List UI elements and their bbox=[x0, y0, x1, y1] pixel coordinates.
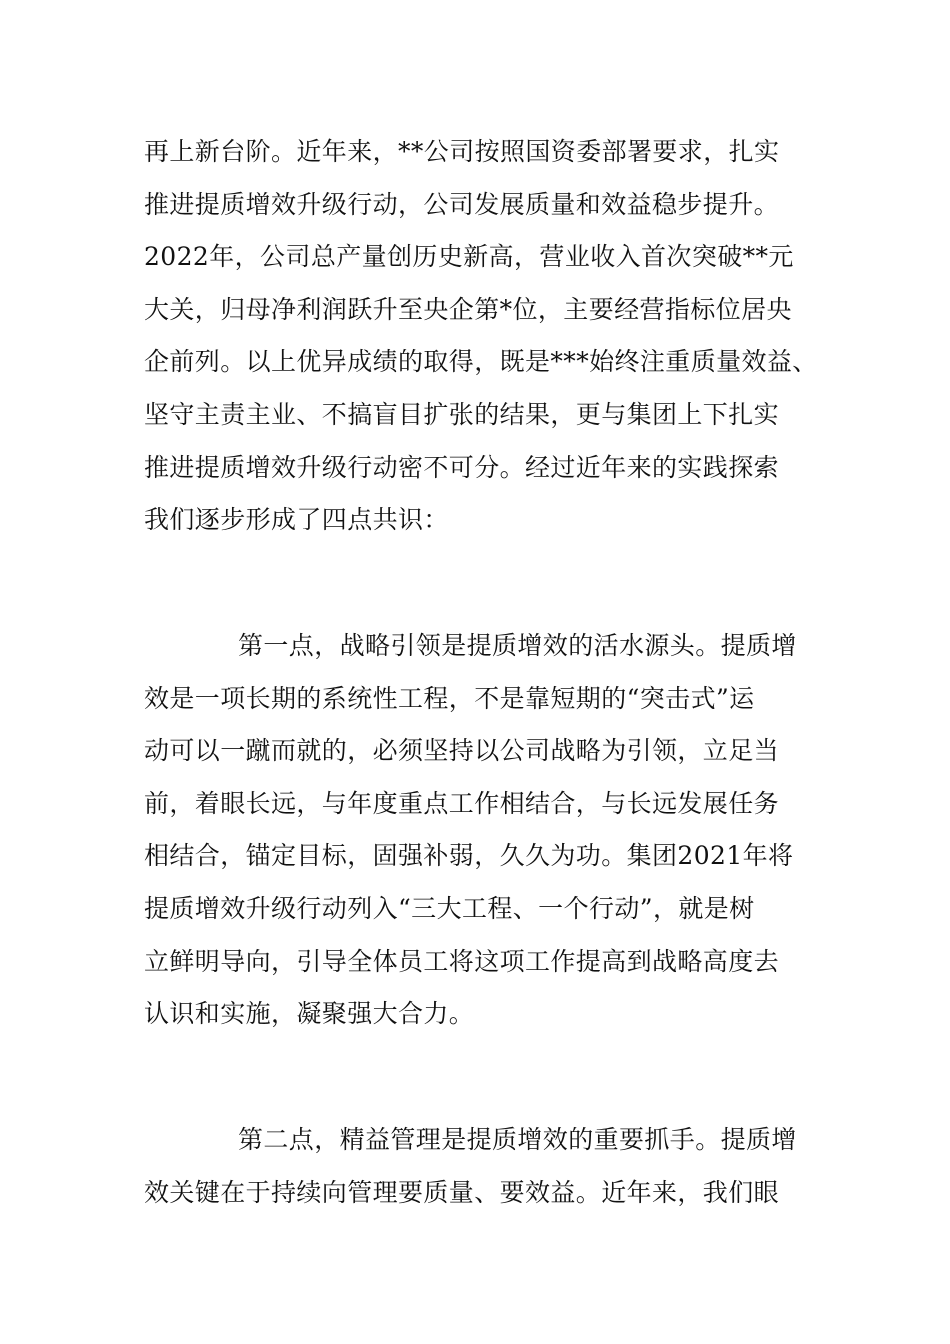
text-line: 立鲜明导向，引导全体员工将这项工作提高到战略高度去 bbox=[144, 946, 780, 976]
text-line: 再上新台阶。近年来，**公司按照国资委部署要求，扎实 bbox=[144, 137, 780, 166]
text-line: 效是一项长期的系统性工程，不是靠短期的“突击式”运 bbox=[144, 683, 755, 713]
text-line: 推进提质增效升级行动密不可分。经过近年来的实践探索 bbox=[144, 452, 780, 482]
text-line: 动可以一蹴而就的，必须坚持以公司战略为引领，立足当 bbox=[144, 736, 780, 766]
text-line: 前，着眼长远，与年度重点工作相结合，与长远发展任务 bbox=[144, 788, 780, 818]
text-line: 大关，归母净利润跃升至央企第*位，主要经营指标位居央 bbox=[144, 294, 792, 324]
text-line: 2022年，公司总产量创历史新高，营业收入首次突破**元 bbox=[144, 242, 794, 272]
text-line: 坚守主责主业、不搞盲目扩张的结果，更与集团上下扎实 bbox=[144, 399, 780, 429]
text-line: 我们逐步形成了四点共识： bbox=[144, 505, 449, 535]
text-line: 效关键在于持续向管理要质量、要效益。近年来，我们眼 bbox=[144, 1177, 780, 1207]
text-line: 第二点，精益管理是提质增效的重要抓手。提质增 bbox=[238, 1125, 797, 1154]
text-line: 相结合，锚定目标，固强补弱，久久为功。集团2021年将 bbox=[144, 841, 794, 871]
paragraph-achievements bbox=[144, 126, 824, 547]
text-line: 企前列。以上优异成绩的取得，既是***始终注重质量效益、 bbox=[144, 347, 818, 377]
text-line: 推进提质增效升级行动，公司发展质量和效益稳步提升。 bbox=[144, 189, 780, 219]
paragraph-point-one bbox=[144, 620, 824, 1041]
paragraph-point-two bbox=[144, 1114, 824, 1219]
text-line: 认识和实施，凝聚强大合力。 bbox=[144, 999, 475, 1029]
text-line: 提质增效升级行动列入“三大工程、一个行动”，就是树 bbox=[144, 893, 755, 923]
text-line: 第一点，战略引领是提质增效的活水源头。提质增 bbox=[238, 631, 797, 660]
